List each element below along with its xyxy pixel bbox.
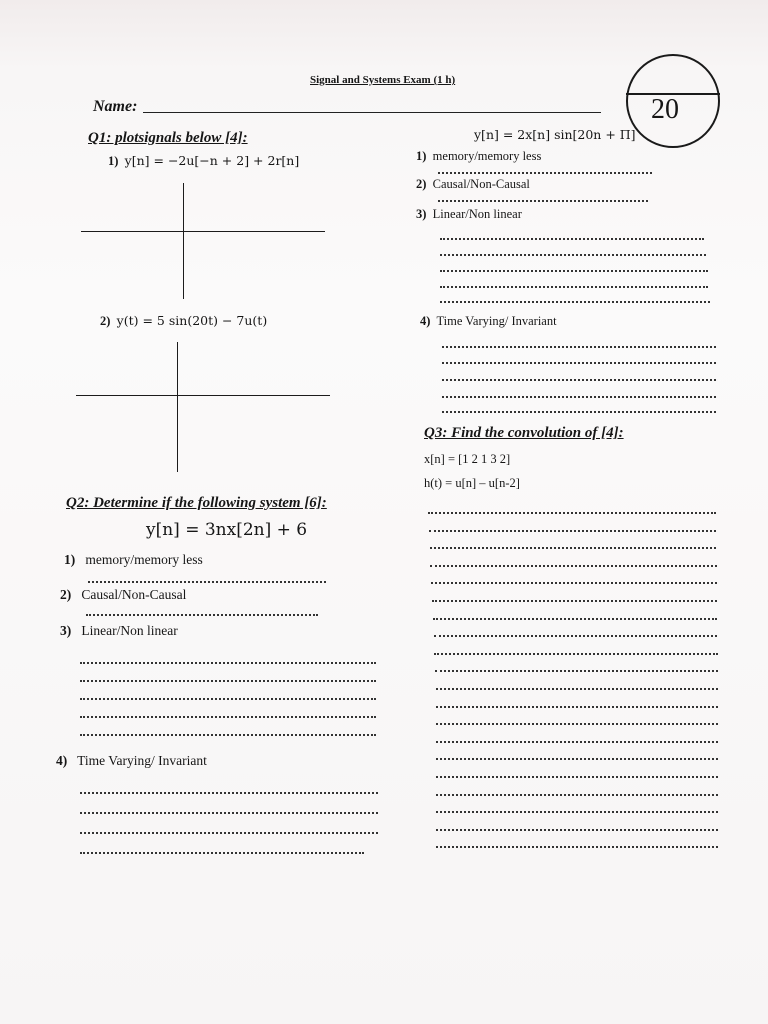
answer-line[interactable]: [80, 734, 376, 736]
q1-item-1: [108, 153, 299, 169]
answer-line[interactable]: [436, 688, 718, 690]
answer-line[interactable]: [80, 716, 376, 718]
answer-line[interactable]: [431, 582, 717, 584]
answer-line[interactable]: [434, 653, 717, 655]
q3-heading: Q3: Find the convolution of [4]:: [424, 425, 624, 441]
q2-heading: Q2: Determine if the following system [6]:: [66, 495, 327, 511]
q2-question-1-label: memory/memory less: [85, 552, 203, 567]
answer-line[interactable]: [80, 832, 378, 834]
answer-line[interactable]: [440, 286, 708, 288]
q2-question-2: [60, 587, 186, 603]
answer-line[interactable]: [440, 254, 706, 256]
answer-line[interactable]: [436, 811, 718, 813]
exam-title: Signal and Systems Exam (1 h): [310, 74, 456, 86]
q2-question-3-number: 3): [60, 623, 72, 638]
q3-h-sequence: h(t) = u[n] – u[n-2]: [424, 476, 520, 490]
answer-line[interactable]: [438, 172, 652, 174]
q1-item-2: [100, 313, 267, 329]
answer-line[interactable]: [440, 301, 710, 303]
right-question-2-label: Causal/Non-Causal: [432, 177, 530, 191]
q1-heading: Q1: plotsignals below [4]:: [88, 130, 248, 146]
right-question-4-number: 4): [420, 314, 431, 328]
answer-line[interactable]: [429, 530, 716, 532]
q2-question-4: [56, 753, 207, 769]
score-total: 20: [651, 94, 679, 125]
q1-item-1-equation: y[n] = −2u[−n + 2] + 2r[n]: [124, 153, 300, 168]
q1-plot-1-vertical-axis: [183, 183, 184, 299]
name-label: Name:: [93, 98, 138, 115]
q2-question-4-label: Time Varying/ Invariant: [77, 753, 207, 768]
q1-plot-1-horizontal-axis: [81, 231, 325, 232]
right-question-3: [416, 207, 522, 222]
answer-line[interactable]: [442, 396, 716, 398]
answer-line[interactable]: [440, 238, 704, 240]
name-field-line: [143, 112, 601, 113]
q1-plot-2-vertical-axis: [177, 342, 178, 472]
answer-line[interactable]: [436, 758, 718, 760]
answer-line[interactable]: [430, 547, 717, 549]
q2-question-2-number: 2): [60, 587, 72, 602]
right-question-1: [416, 149, 541, 164]
answer-line[interactable]: [86, 614, 318, 616]
q1-plot-2-horizontal-axis: [76, 395, 330, 396]
answer-line[interactable]: [436, 706, 718, 708]
right-question-3-number: 3): [416, 207, 427, 221]
q1-item-2-equation: y(t) = 5 sin(20t) − 7u(t): [116, 313, 268, 328]
answer-line[interactable]: [80, 662, 376, 664]
q2-question-1-number: 1): [64, 552, 76, 567]
right-question-4: [420, 314, 557, 329]
answer-line[interactable]: [430, 565, 716, 567]
answer-line[interactable]: [436, 741, 718, 743]
q3-x-sequence: x[n] = [1 2 1 3 2]: [424, 452, 511, 466]
answer-line[interactable]: [80, 812, 378, 814]
right-system-equation-text: y[n] = 2x[n] sin[20n + Π]: [474, 127, 636, 142]
answer-line[interactable]: [436, 776, 718, 778]
q2-equation-text: y[n] = 3nx[2n] + 6: [146, 520, 308, 540]
right-question-4-label: Time Varying/ Invariant: [436, 314, 557, 328]
answer-line[interactable]: [434, 635, 718, 637]
q2-question-1: [64, 552, 203, 568]
right-question-2: [416, 177, 530, 192]
answer-line[interactable]: [80, 680, 376, 682]
answer-line[interactable]: [433, 618, 717, 620]
right-question-1-number: 1): [416, 149, 427, 163]
right-system-equation: [474, 127, 636, 143]
answer-line[interactable]: [436, 794, 718, 796]
answer-line[interactable]: [442, 346, 716, 348]
right-question-3-label: Linear/Non linear: [432, 207, 522, 221]
q2-question-2-label: Causal/Non-Causal: [81, 587, 187, 602]
answer-line[interactable]: [442, 362, 716, 364]
answer-line[interactable]: [436, 846, 718, 848]
q2-question-3: [60, 623, 178, 639]
right-question-1-label: memory/memory less: [432, 149, 542, 163]
answer-line[interactable]: [80, 792, 378, 794]
answer-line[interactable]: [438, 200, 648, 202]
answer-line[interactable]: [442, 411, 716, 413]
answer-line[interactable]: [442, 379, 716, 381]
q2-question-3-label: Linear/Non linear: [81, 623, 178, 638]
answer-line[interactable]: [440, 270, 708, 272]
q1-item-1-number: 1): [108, 154, 119, 168]
answer-line[interactable]: [432, 600, 717, 602]
answer-line[interactable]: [428, 512, 716, 514]
q2-question-4-number: 4): [56, 753, 68, 768]
answer-line[interactable]: [80, 852, 364, 854]
answer-line[interactable]: [436, 723, 718, 725]
right-question-2-number: 2): [416, 177, 427, 191]
q2-equation: [146, 520, 307, 540]
answer-line[interactable]: [80, 698, 376, 700]
answer-line[interactable]: [436, 829, 718, 831]
q1-item-2-number: 2): [100, 314, 111, 328]
answer-line[interactable]: [88, 581, 326, 583]
answer-line[interactable]: [435, 670, 718, 672]
